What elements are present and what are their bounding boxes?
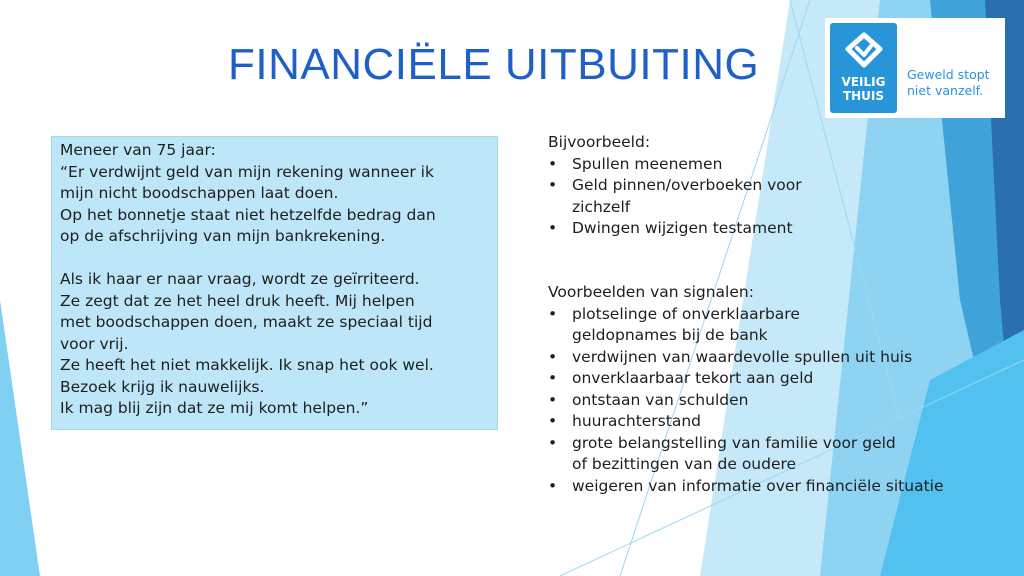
list-item	[548, 154, 948, 176]
list-item	[548, 218, 948, 240]
bullet: •	[548, 219, 558, 237]
list-item	[548, 411, 948, 433]
logo-word-thuis: THUIS	[842, 89, 885, 103]
list-item-text: verdwijnen van waardevolle spullen uit huis	[572, 347, 913, 366]
list-item-text: weigeren van informatie over financiële situatie	[572, 476, 944, 495]
bullet: •	[548, 347, 558, 366]
list-item-text: ontstaan van schulden	[572, 390, 749, 409]
list-item	[548, 175, 842, 218]
signals-heading: Voorbeelden van signalen:	[548, 283, 754, 301]
quote-line: Bezoek krijg ik nauwelijks.	[60, 377, 265, 396]
list-item	[548, 433, 902, 476]
quote-line: met boodschappen doen, maakt ze speciaal tijd	[60, 313, 433, 331]
list-item-text: Spullen meenemen	[572, 154, 723, 173]
list-item-text: onverklaarbaar tekort aan geld	[572, 369, 814, 387]
quote-line: Meneer van 75 jaar:	[60, 141, 216, 159]
quote-line: op de afschrijving van mijn bankrekening.	[60, 227, 386, 245]
heart-house-icon	[844, 31, 884, 71]
quote-line: “Er verdwijnt geld van mijn rekening wanneer ik	[60, 162, 434, 181]
list-item	[548, 368, 948, 390]
quote-paragraph-1	[60, 140, 489, 248]
quote-paragraph-2	[60, 269, 489, 420]
page-title: FINANCIËLE UITBUITING	[228, 40, 760, 89]
list-item-text: grote belangstelling van familie voor geld of bezittingen van de oudere	[572, 433, 896, 473]
bullet: •	[548, 433, 558, 452]
logo-word-veilig: VEILIG	[841, 75, 886, 89]
bullet: •	[548, 304, 558, 323]
quote-line: Op het bonnetje staat niet hetzelfde bedrag dan	[60, 205, 436, 224]
list-item-text: Dwingen wijzigen testament	[572, 219, 793, 237]
quote-line: Ze heeft het niet makkelijk. Ik snap het ook wel.	[60, 356, 434, 374]
list-item-text: Geld pinnen/overboeken voor zichzelf	[572, 176, 802, 216]
examples-heading: Bijvoorbeeld:	[548, 133, 651, 151]
veilig-thuis-logo	[825, 18, 1005, 118]
quote-line: voor vrij.	[60, 334, 129, 353]
list-item	[548, 304, 872, 347]
list-item	[548, 347, 932, 369]
logo-mark	[830, 23, 897, 113]
paragraph-gap	[60, 248, 489, 270]
left-accent-shape	[0, 300, 40, 576]
list-item	[548, 476, 952, 498]
bullet: •	[548, 412, 558, 430]
logo-tagline	[907, 67, 990, 99]
logo-tagline-line-2: niet vanzelf.	[907, 83, 984, 98]
bullet: •	[548, 369, 558, 387]
quote-line: Als ik haar er naar vraag, wordt ze geïrriteerd.	[60, 270, 420, 288]
examples-section	[548, 132, 948, 240]
quote-line: Ze zegt dat ze het heel druk heeft. Mij helpen	[60, 291, 415, 310]
list-item-text: huurachterstand	[572, 412, 701, 430]
bullet: •	[548, 476, 558, 495]
examples-list	[548, 154, 948, 240]
signals-section	[548, 282, 948, 497]
quote-box	[51, 136, 498, 430]
bullet: •	[548, 154, 558, 173]
logo-tagline-line-1: Geweld stopt	[907, 67, 990, 82]
bullet: •	[548, 176, 558, 194]
list-item	[548, 390, 948, 412]
quote-line: Ik mag blij zijn dat ze mij komt helpen.”	[60, 399, 369, 417]
signals-list	[548, 304, 948, 498]
quote-line: mijn nicht boodschappen laat doen.	[60, 184, 339, 202]
bullet: •	[548, 390, 558, 409]
list-item-text: plotselinge of onverklaarbare geldopnames bij de bank	[572, 304, 800, 344]
